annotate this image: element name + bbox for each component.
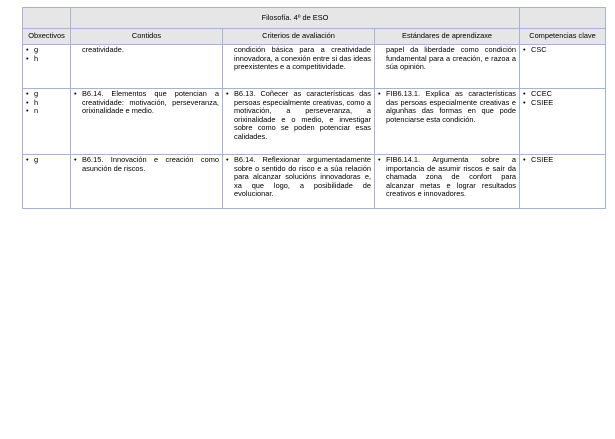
criterios-cell: [223, 155, 375, 209]
header-corner-cell: [23, 8, 71, 29]
obxectivo-item: • g: [26, 46, 67, 55]
column-header-contidos: Contidos: [71, 29, 223, 45]
column-header-estandares: Estándares de aprendizaxe: [375, 29, 520, 45]
column-header-obxectivos: Obxectivos: [23, 29, 71, 45]
competencia-item: • CCEC: [523, 90, 602, 99]
contidos-cell: [71, 89, 223, 155]
table-row: [23, 155, 606, 209]
curriculum-table-container: [22, 7, 605, 209]
competencia-item: • CSC: [523, 46, 602, 55]
competencias-cell: [520, 155, 606, 209]
criterio-item: • B6.13. Coñecer as características das persoas especialmente creativas, como a motivación, a perseveranza, a orixinalidade e o medio, e investigar sobre como se poden potenciar esas calidades.: [226, 90, 371, 142]
table-row: [23, 45, 606, 89]
contidos-cell: [71, 155, 223, 209]
table-row: [23, 89, 606, 155]
competencias-cell: [520, 45, 606, 89]
contidos-cell: creatividade.: [71, 45, 223, 89]
column-header-competencias: Competencias clave: [520, 29, 606, 45]
obxectivo-item: • n: [26, 107, 67, 116]
estandar-item: • FIB6.14.1. Argumenta sobre a importancia de asumir riscos e saír da chamada zona de confort para alcanzar metas e lograr resultados creativos e innovadores.: [378, 156, 516, 199]
estandares-cell: [375, 155, 520, 209]
estandar-item: • FIB6.13.1. Explica as características das persoas especialmente creativas e algunhas das formas en que pode potenciarse esta condición.: [378, 90, 516, 124]
contido-item: • B6.14. Elementos que potencian a creatividade: motivación, perseveranza, orixinalidade e medio.: [74, 90, 219, 116]
curriculum-table: [22, 7, 606, 209]
obxectivo-item: • h: [26, 55, 67, 64]
estandares-cell: [375, 89, 520, 155]
competencia-item: • CSIEE: [523, 156, 602, 165]
obxectivo-item: • h: [26, 99, 67, 108]
competencias-cell: [520, 89, 606, 155]
criterios-cell: condición básica para a creatividade innovadora, a conexión entre si das ideas preexistentes e a competitividade.: [223, 45, 375, 89]
criterio-item: • B6.14. Reflexionar argumentadamente sobre o sentido do risco e a súa relación para alcanzar solucións innovadoras e, xa que logo, a posibilidade de evolucionar.: [226, 156, 371, 199]
competencia-item: • CSIEE: [523, 99, 602, 108]
column-header-criterios: Criterios de avaliación: [223, 29, 375, 45]
obxectivo-item: • g: [26, 156, 67, 165]
obxectivos-cell: [23, 155, 71, 209]
criterios-cell: [223, 89, 375, 155]
obxectivos-cell: [23, 89, 71, 155]
obxectivos-cell: [23, 45, 71, 89]
header-corner-cell: [520, 8, 606, 29]
table-title: Filosofía. 4º de ESO: [71, 8, 520, 29]
estandares-cell: papel da liberdade como condición fundamental para a creación, e razoa a súa opinión.: [375, 45, 520, 89]
obxectivo-item: • g: [26, 90, 67, 99]
contido-item: • B6.15. Innovación e creación como asunción de riscos.: [74, 156, 219, 173]
